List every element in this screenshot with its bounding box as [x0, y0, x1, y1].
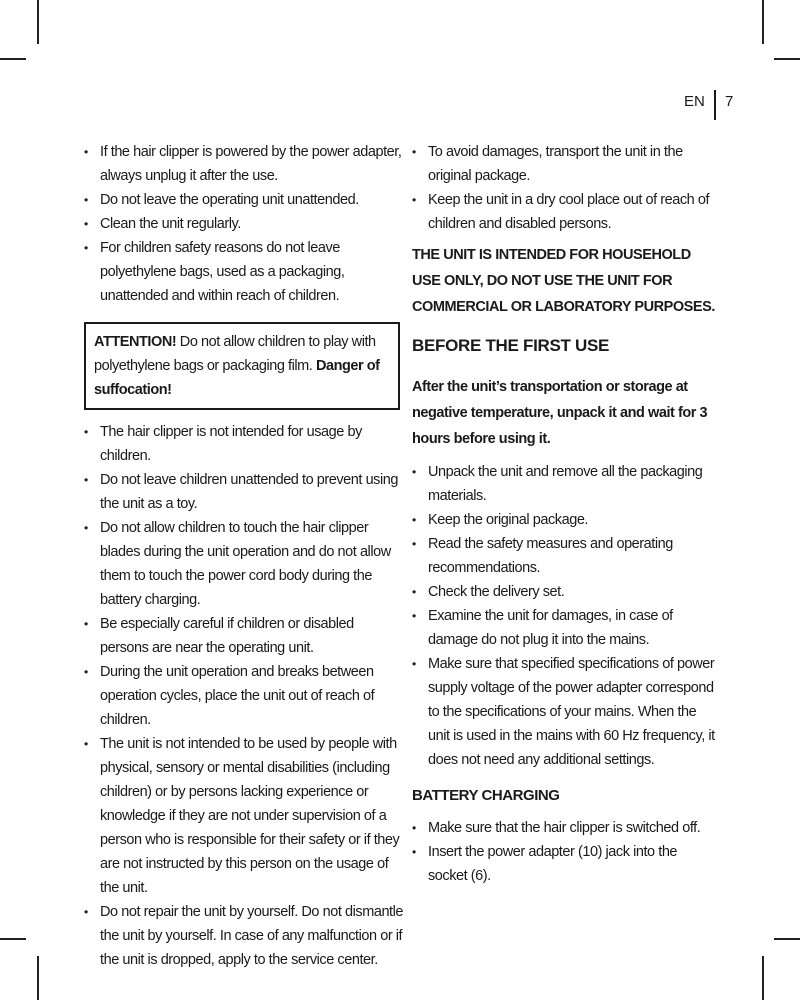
header-divider: [714, 90, 716, 120]
household-use-notice: THE UNIT IS INTENDED FOR HOUSEHOLD USE ONLY, DO NOT USE THE UNIT FOR COMMERCIAL OR LABORATORY PURPOSES.: [412, 247, 715, 315]
before-first-use-heading: BEFORE THE FIRST USE: [412, 336, 610, 355]
list-item: • The unit is not intended to be used by people with physical, sensory or mental disabilities (including children) or by persons lacking experience or knowledge if they are not under supervision of a person who is responsible for their safety or if they are not instructed by this person on the usage of the unit.: [84, 732, 404, 900]
attention-text: Do not allow children to play with polyethylene bags or packaging film.: [94, 334, 376, 374]
safety-list-top: [84, 140, 404, 308]
crop-mark-top-left-h: [0, 58, 26, 60]
crop-mark-top-left: [37, 0, 39, 44]
crop-mark-bottom-right: [762, 956, 764, 1000]
list-item: • Be especially careful if children or disabled persons are near the operating unit.: [84, 612, 404, 660]
language-code: EN: [684, 93, 705, 110]
list-item: • Clean the unit regularly.: [84, 212, 404, 236]
attention-box: [84, 322, 400, 410]
list-item: • If the hair clipper is powered by the power adapter, always unplug it after the use.: [84, 140, 404, 188]
page-header: [684, 90, 744, 120]
list-item: • Do not leave children unattended to prevent using the unit as a toy.: [84, 468, 404, 516]
crop-mark-bottom-left-h: [0, 938, 26, 940]
list-item: • Do not repair the unit by yourself. Do not dismantle the unit by yourself. In case of any malfunction or if the unit is dropped, apply to the service center.: [84, 900, 404, 972]
list-item: • Check the delivery set.: [412, 580, 718, 604]
list-item: • For children safety reasons do not leave polyethylene bags, used as a packaging, unattended and within reach of children.: [84, 236, 404, 308]
list-item: • Make sure that the hair clipper is switched off.: [412, 816, 718, 840]
danger-text: Danger of suffocation!: [94, 358, 380, 398]
left-column: [84, 140, 404, 972]
list-item: • Make sure that specified specifications of power supply voltage of the power adapter correspond to the specifications of your mains. When the unit is used in the mains with 60 Hz frequency, it does not need any additional settings.: [412, 652, 718, 772]
crop-mark-bottom-right-h: [774, 938, 800, 940]
before-first-use-list: [412, 460, 718, 772]
list-item: • Keep the unit in a dry cool place out of reach of children and disabled persons.: [412, 188, 718, 236]
battery-charging-list: [412, 816, 718, 888]
list-item: • Keep the original package.: [412, 508, 718, 532]
storage-list: [412, 140, 718, 236]
list-item: • During the unit operation and breaks between operation cycles, place the unit out of reach of children.: [84, 660, 404, 732]
list-item: • The hair clipper is not intended for usage by children.: [84, 420, 404, 468]
attention-label: ATTENTION!: [94, 334, 177, 350]
list-item: • Insert the power adapter (10) jack into the socket (6).: [412, 840, 718, 888]
crop-mark-top-right: [762, 0, 764, 44]
right-column: [412, 140, 718, 888]
before-first-use-lead: After the unit’s transportation or storage at negative temperature, unpack it and wait for 3 hours before using it.: [412, 379, 708, 447]
page-number: 7: [725, 93, 734, 110]
crop-mark-bottom-left: [37, 956, 39, 1000]
list-item: • Do not allow children to touch the hair clipper blades during the unit operation and do not allow them to touch the power cord body during the battery charging.: [84, 516, 404, 612]
list-item: • Do not leave the operating unit unattended.: [84, 188, 404, 212]
battery-charging-heading: BATTERY CHARGING: [412, 787, 560, 804]
list-item: • To avoid damages, transport the unit in the original package.: [412, 140, 718, 188]
list-item: • Examine the unit for damages, in case of damage do not plug it into the mains.: [412, 604, 718, 652]
list-item: • Unpack the unit and remove all the packaging materials.: [412, 460, 718, 508]
list-item: • Read the safety measures and operating recommendations.: [412, 532, 718, 580]
crop-mark-top-right-h: [774, 58, 800, 60]
safety-list-bottom: [84, 420, 404, 972]
